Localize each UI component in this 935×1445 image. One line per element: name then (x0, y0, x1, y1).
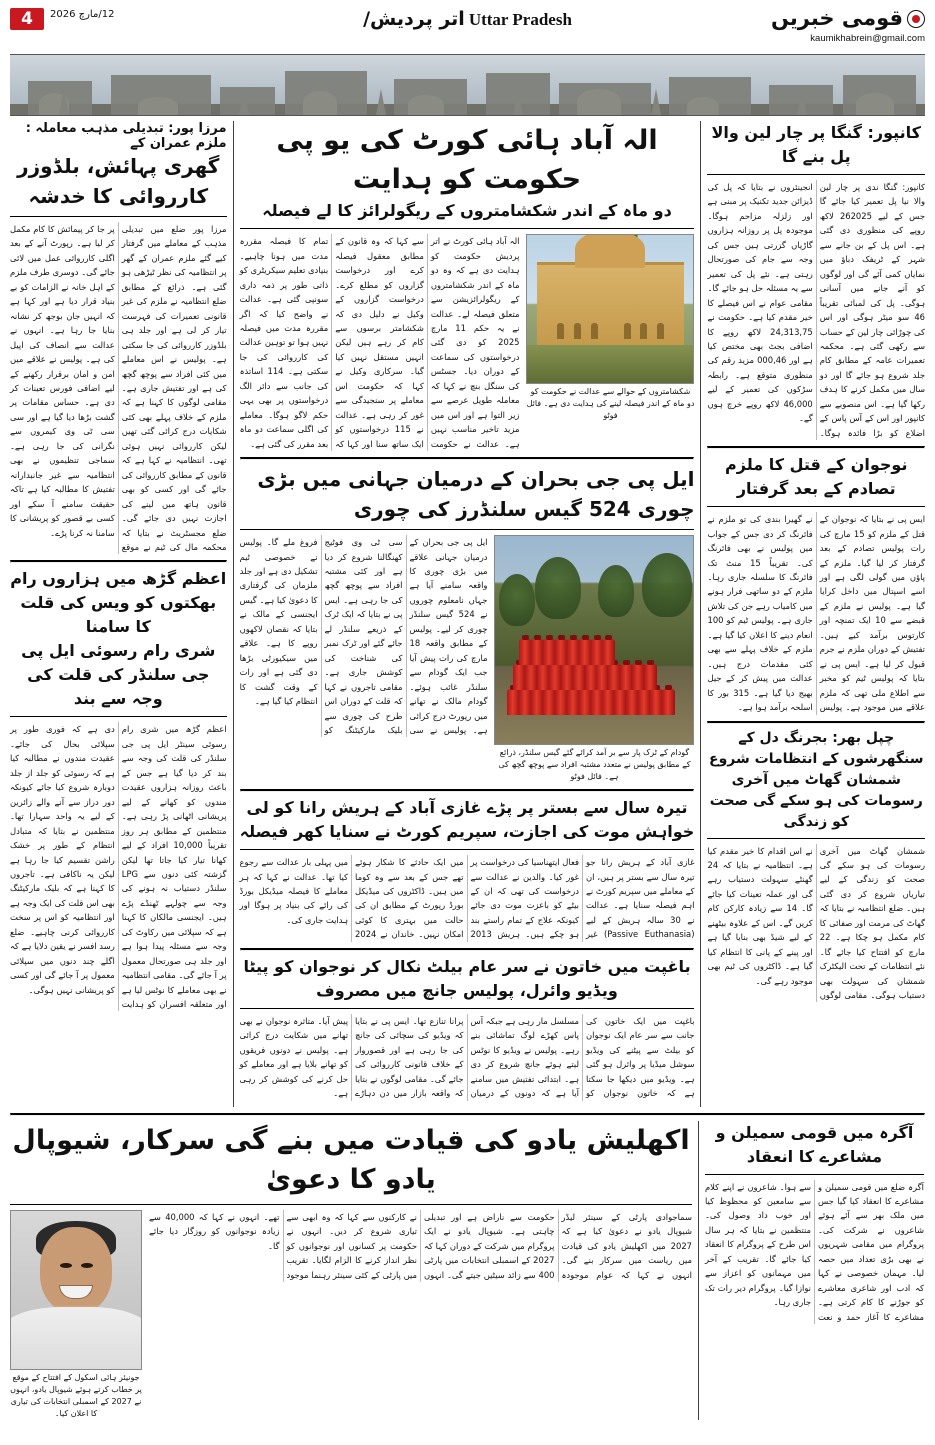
article-ghat-body: شمشان گھاٹ میں آخری رسومات کی ہو سکے گی صحت کو زندگی کے لیے تیاریاں شروع کر دی گئی ہیں۔ ضلع انتظامیہ نے بتایا کہ گھاٹ کی مرمت اور صفائی کا کام مکمل ہو چکا ہے۔ 22 مارچ کو افتتاح کیا جائے گا۔ نئے انتظامات کے تحت الیکٹرک شمشان کی سہولت بھی دستیاب ہوگی۔ مقامی لوگوں نے اس اقدام کا خیر مقدم کیا ہے۔ انتظامیہ نے بتایا کہ 24 گھنٹے سہولت دستیاب رہے گی اور عملہ تعینات کیا جائے گا۔ 14 سے زیادہ کارکن کام کریں گے۔ اس کے علاوہ بیٹھنے کے لیے شیڈ بھی بنایا گیا ہے اور پینے کے پانی کا انتظام کیا گیا ہے۔ ڈاکٹروں کی ٹیم بھی موجود رہے گی۔ (707, 845, 926, 1001)
left-column (10, 121, 227, 1107)
bottom-strip (10, 1121, 925, 1420)
article-kanpur-bridge (707, 121, 925, 440)
section-title (363, 8, 572, 30)
gas-cylinders-photo (494, 535, 694, 745)
circle-logo-icon (907, 10, 925, 28)
article-akhilesh-headline: اکھلیش یادو کی قیادت میں بنے گی سرکار، شیوپال یادو کا دعویٰ (12, 1124, 690, 1195)
article-baghpat (240, 955, 695, 1101)
article-azamgarh-lpg (10, 567, 227, 1011)
article-highcourt (240, 121, 695, 451)
article-akhilesh-body-right: سماجوادی پارٹی کے سینئر لیڈر شیوپال یادو نے دعویٰ کیا ہے کہ 2027 میں اکھلیش یادو کی قیادت میں ریاست میں سرکار بنے گی۔ انہوں نے کہا کہ عوام موجودہ حکومت سے ناراض ہے اور تبدیلی چاہتی ہے۔ شیوپال یادو نے ایک پروگرام میں شرکت کے دوران کہا کہ 2027 کے اسمبلی انتخابات میں پارٹی 400 سے زائد سیٹیں جیتے گی۔ انہوں نے کارکنوں سے کہا کہ وہ ابھی سے تیاری شروع کر دیں۔ انہوں نے حکومت پر کسانوں اور نوجوانوں کو نظر انداز کرنے کا الزام لگایا۔ تقریب میں پارٹی کے کئی سینئر رہنما موجود تھے۔ انہوں نے کہا کہ 40,000 سے زیادہ نوجوانوں کو روزگار دیا جائے گا۔ (149, 1211, 692, 1280)
article-murder-arrest-body: ایس پی نے بتایا کہ نوجوان کے قتل کے ملزم کو 15 مارچ کی رات پولیس تصادم کے بعد گرفتار کر لیا گیا۔ ملزم کے پاؤں میں گولی لگی ہے اور اسے اسپتال میں داخل کرایا گیا ہے۔ پولیس نے ملزم کے قبضے سے 10 ایک تمنچہ اور کارتوس برآمد کیے ہیں۔ تفتیش کے دوران ملزم نے جرم قبول کر لیا ہے۔ ایس پی نے بتایا کہ پولیس ٹیم کو مخبر سے اطلاع ملی تھی کہ ملزم علاقے میں موجود ہے۔ پولیس نے گھیرا بندی کی تو ملزم نے فائرنگ کر دی جس کے جواب میں پولیس نے بھی فائرنگ کی۔ تقریباً 15 منٹ تک فائرنگ کا سلسلہ جاری رہا۔ ملزم کے دو ساتھی فرار ہونے میں کامیاب رہے جن کی تلاش جاری ہے۔ پولیس ٹیم کو 100 انعام دینے کا اعلان کیا گیا ہے۔ ملزم کے خلاف پہلے سے بھی کئی مقدمات درج ہیں۔ عدالت میں پیش کر کے جیل بھیج دیا گیا ہے۔ 315 بور کا اسلحہ برآمد ہوا ہے۔ (707, 514, 926, 713)
column-divider-2 (700, 121, 701, 1107)
article-baghpat-headline-1: باغپت میں خاتون نے سر عام بیلٹ نکال کر نوجوان کو پیٹا (243, 956, 691, 976)
article-euthanasia (240, 796, 695, 942)
publication-name: قومی خبریں (770, 6, 903, 30)
masthead-left (10, 8, 114, 30)
contact-email: kaumikhabrein@gmail.com (810, 33, 925, 44)
section-title-urdu: اتر پردیش/ (363, 8, 465, 30)
column-divider-3 (698, 1121, 699, 1420)
allahabad-high-court-photo (526, 234, 694, 384)
article-euthanasia-headline-2: خواہش موت کی اجازت، سپریم کورٹ نے سنایا کھر فیصلہ (239, 822, 695, 842)
article-murder-arrest-headline: نوجوان کے قتل کا ملزم تصادم کے بعد گرفتار (725, 455, 908, 499)
article-euthanasia-body: غازی آباد کے ہریش رانا جو تیرہ سال سے بستر پر ہیں، ان کے معاملے میں سپریم کورٹ نے اہم فیصلہ سنایا ہے۔ عدالت نے 30 سالہ ہریش کے لیے (Passive Euthanasia) غیر فعال ایتھناسیا کی درخواست پر غور کیا۔ والدین نے عدالت سے درخواست کی تھی کہ ان کے بیٹے کو باعزت موت دی جائے کیونکہ علاج کے تمام راستے بند ہو چکے ہیں۔ ہریش 2013 میں ایک حادثے کا شکار ہوئے تھے جس کے بعد سے وہ کوما میں ہیں۔ ڈاکٹروں کی میڈیکل بورڈ رپورٹ کے مطابق ان کی حالت میں بہتری کا کوئی امکان نہیں۔ خاندان نے 2024 میں پہلی بار عدالت سے رجوع کیا تھا۔ عدالت نے کہا کہ ہر معاملے کا فیصلہ میڈیکل بورڈ کی رائے کی بنیاد پر ہوگا اور ہدایت جاری کی۔ (239, 857, 695, 940)
article-gas-theft-body: ایل پی جی بحران کے درمیان جہانی علاقے میں بڑی چوری کا واقعہ سامنے آیا ہے جہاں نامعلوم چوروں نے 524 گیس سلنڈر چوری کر لیے۔ پولیس کے مطابق واقعہ 18 مارچ کی رات پیش آیا جب ایک گودام سے سلنڈر غائب ہوئے۔ گودام مالک نے تھانے میں رپورٹ درج کرائی ہے۔ پولیس نے سی سی ٹی وی فوٹیج کھنگالنا شروع کر دیا ہے اور کئی مشتبہ افراد سے پوچھ گچھ کی جا رہی ہے۔ ایس پی نے بتایا کہ ایک ٹرک کے ذریعے سلنڈر لے جائے گئے اور ٹرک نمبر کی شناخت کی کوشش جاری ہے۔ مقامی تاجروں نے کہا کہ قلت کے دوران اس طرح کی چوری سے بلیک مارکیٹنگ کو فروغ ملے گا۔ پولیس نے خصوصی ٹیم تشکیل دی ہے اور جلد ملزمان کی گرفتاری کا دعویٰ کیا ہے۔ گیس ایجنسی کے مالک نے بتایا کہ نقصان لاکھوں روپے کا ہے۔ علاقے میں سیکیورٹی بڑھا دی گئی ہے اور رات کے وقت گشت کا انتظام کیا گیا ہے۔ (239, 537, 488, 735)
article-murder-arrest (707, 453, 925, 714)
page-body (10, 121, 925, 1107)
masthead (10, 8, 925, 50)
article-mirzapur-headline: گھری پہائش، بلڈوزر کارروائی کا خدشہ (17, 154, 220, 208)
article-baghpat-body: باغپت میں ایک خاتون کی جانب سے سر عام ایک نوجوان کو بیلٹ سے پیٹنے کی ویڈیو سوشل میڈیا پر وائرل ہو گئی ہے۔ ویڈیو میں دیکھا جا سکتا ہے کہ خاتون نوجوان کو مسلسل مار رہی ہے جبکہ آس پاس کھڑے لوگ تماشائی بنے رہے۔ پولیس نے ویڈیو کا نوٹس لیتے ہوئے جانچ شروع کر دی ہے۔ ابتدائی تفتیش میں سامنے آیا ہے کہ دونوں کے درمیان پرانا تنازع تھا۔ ایس پی نے بتایا کہ ویڈیو کی سچائی کی جانچ کی جا رہی ہے اور قصوروار کے خلاف قانونی کارروائی کی جائے گی۔ مقامی لوگوں نے بتایا کہ واقعہ بازار میں دن دہاڑے پیش آیا۔ متاثرہ نوجوان نے بھی تھانے میں شکایت درج کرائی ہے۔ پولیس نے دونوں فریقوں کو تھانے بلایا ہے اور معاملے کو حل کرنے کی کوشش کر رہی ہے۔ (239, 1015, 695, 1099)
article-agra-mushaira (705, 1121, 924, 1420)
article-azamgarh-body: اعظم گڑھ میں شری رام رسوئی سینٹر ایل پی جی سلنڈر کی قلت کی وجہ سے بند کر دیا گیا ہے جس کے باعث روزانہ ہزاروں عقیدت مندوں کو کھانے کے لیے پریشانی اٹھانی پڑ رہی ہے۔ منتظمین کے مطابق ہر روز تقریباً 10,000 افراد کے لیے کھانا تیار کیا جاتا تھا لیکن گزشتہ کئی دنوں سے LPG سلنڈر دستیاب نہ ہونے کی وجہ سے چولہے ٹھنڈے پڑے ہیں۔ ایجنسی مالکان کا کہنا ہے کہ سپلائی میں رکاوٹ کی وجہ سے مسئلہ پیدا ہوا ہے اور جلد ہی صورتحال معمول پر آ جائے گی۔ مقامی انتظامیہ نے بھی معاملے کا نوٹس لیا ہے اور متعلقہ افسران کو ہدایت دی ہے کہ فوری طور پر سپلائی بحال کی جائے۔ عقیدت مندوں نے مطالبہ کیا ہے کہ رسوئی کو جلد از جلد دوبارہ شروع کیا جائے کیونکہ دور دراز سے آنے والے زائرین کے لیے یہ واحد سہارا تھا۔ منتظمین نے بتایا کہ متبادل انتظام کے طور پر خشک راشن تقسیم کیا جا رہا ہے لیکن یہ ناکافی ہے۔ تاجروں کا کہنا ہے کہ بلیک مارکیٹنگ بھی اس قلت کی ایک وجہ ہے اور انتظامیہ کو اس پر سخت کارروائی کرنی چاہیے۔ ضلع رسد افسر نے یقین دلایا ہے کہ اگلے چند دنوں میں سپلائی معمول پر آ جائے گی اور کسی کو پریشانی نہیں ہوگی۔ (10, 724, 227, 1010)
article-agra-headline: آگرہ میں قومی سمیلن و مشاعرے کا انعقاد (715, 1122, 914, 1166)
article-highcourt-subheadline: دو ماہ کے اندر شکشامتروں کے ریگولرائز کا لے فیصلہ (262, 201, 672, 221)
article-akhilesh-photo-caption: جونیئر ہائی اسکول کے افتتاح کے موقع پر خطاب کرتے ہوئے شیوپال یادو، انہوں نے 2027 کے اسمبلی انتخابات کی تیاری کا اعلان کیا۔ (10, 1372, 142, 1418)
shivpal-yadav-photo (10, 1210, 142, 1370)
article-azamgarh-headline-2: شری رام رسوئی ایل پی جی سلنڈر کی قلت کی وجہ سے بند (21, 641, 216, 709)
article-mirzapur-kicker: مرزا پور: تبدیلی مذہب معاملہ : ملزم عمران کے (25, 121, 227, 151)
publication-name-wrap (771, 8, 925, 29)
article-akhilesh-photo-wrap (10, 1210, 142, 1420)
right-column (707, 121, 925, 1107)
article-gas-photo-wrap (494, 535, 694, 783)
article-highcourt-photo-wrap (526, 234, 694, 451)
skyline-banner-image (10, 54, 925, 116)
center-column (240, 121, 695, 1107)
article-ghat-headline-1: چپل بھر: بجرنگ دل کے سنگھرشوں کے انتظامات شروع (709, 729, 924, 767)
bottom-divider (10, 1113, 925, 1116)
article-euthanasia-headline-1: تیرہ سال سے بستر پر پڑے غازی آباد کے ہریش رانا کو لی (246, 798, 688, 818)
article-agra-body: آگرہ ضلع میں قومی سمیلن و مشاعرے کا انعقاد کیا گیا جس میں ملک بھر سے آئے ہوئے شاعروں نے شرکت کی۔ پروگرام میں مقامی شہریوں نے بھی بڑی تعداد میں حصہ لیا۔ مہمان خصوصی نے کہا کہ ادب اور شاعری معاشرے کو جوڑنے کا کام کرتی ہے۔ مشاعرے کا آغاز حمد و نعت سے ہوا۔ شاعروں نے اپنے کلام سے سامعین کو محظوظ کیا اور خوب داد وصول کی۔ منتظمین نے بتایا کہ ہر سال اس طرح کے پروگرام کا انعقاد کیا جائے گا۔ تقریب کے آخر میں مہمانوں کو اعزاز سے نوازا گیا۔ پروگرام دیر رات تک جاری رہا۔ (705, 1181, 924, 1322)
article-highcourt-body: الہ آباد ہائی کورٹ نے اتر پردیش حکومت کو ہدایت دی ہے کہ وہ دو ماہ کے اندر شکشامتروں کے ریگولرائزیشن سے متعلق فیصلہ لے۔ عدالت نے یہ حکم 11 مارچ 2025 کو دی گئی درخواستوں کی سماعت کے دوران دیا۔ جسٹس کی سنگل بنچ نے کہا کہ معاملہ طویل عرصے سے زیر التوا ہے اور اس میں مزید تاخیر مناسب نہیں ہے۔ عدالت نے حکومت سے کہا کہ وہ قانون کے مطابق معقول فیصلہ کرے اور درخواست گزاروں کو مطلع کرے۔ درخواست گزاروں کے وکیل نے دلیل دی کہ شکشامتر برسوں سے کام کر رہے ہیں لیکن انہیں مستقل نہیں کیا گیا۔ سرکاری وکیل نے کہا کہ حکومت اس معاملے پر سنجیدگی سے غور کر رہی ہے۔ عدالت نے 115 درخواستوں کو ایک ساتھ سنا اور کہا کہ تمام کا فیصلہ مقررہ مدت میں ہونا چاہیے۔ بنیادی تعلیم سیکریٹری کو ذاتی طور پر ذمہ داری سونپی گئی ہے۔ عدالت نے واضح کیا کہ اگر مقررہ مدت میں فیصلہ نہیں ہوا تو توہین عدالت کی کارروائی کی جا سکتی ہے۔ 114 اساتذہ کی جانب سے دائر الگ درخواستوں پر بھی یہی حکم لاگو ہوگا۔ معاملے کی اگلی سماعت دو ماہ بعد مقرر کی گئی ہے۔ (239, 236, 520, 449)
section-title-english: Uttar Pradesh (468, 10, 572, 29)
article-azamgarh-headline-1: اعظم گڑھ میں ہزاروں رام بھکتوں کو ویس کی قلت کا سامنا (10, 569, 227, 637)
article-gas-photo-caption: گودام کے ٹرک پار سے بر آمد کرائے گئے گیس سلنڈر، ذرائع کے مطابق پولیس نے متعدد مشتبہ افراد سے پوچھ گچھ کی ہے۔ فائل فوٹو (498, 748, 691, 782)
article-highcourt-headline: الہ آباد ہائی کورٹ کی یو پی حکومت کو ہدایت (276, 125, 658, 196)
masthead-right (771, 8, 925, 44)
article-gas-theft-headline: ایل پی جی بحران کے درمیان جہانی میں بڑی چوری 524 گیس سلنڈرز کی چوری (257, 467, 695, 522)
article-ghat-headline-2: شمشان گھاٹ میں آخری رسومات کی ہو سکے گی صحت کو زندگی (709, 771, 923, 830)
column-divider-1 (233, 121, 234, 1107)
article-baghpat-headline-2: ویڈیو وائرل، پولیس جانچ میں مصروف (316, 980, 618, 1000)
article-akhilesh (10, 1121, 692, 1420)
article-cremation-ghat (707, 728, 925, 1003)
issue-date: 12/مارچ 2026 (50, 9, 115, 20)
article-kanpur-body: کانپور: گنگا ندی پر چار لین والا نیا پل تعمیر کیا جائے گا جس کے لیے 262025 لاکھ روپے کی منظوری دی گئی ہے۔ اس پل کے بن جانے سے شہر کے ٹریفک دباؤ میں نمایاں کمی آئے گی اور لوگوں کو آنے جانے میں آسانی ہوگی۔ پل کی لمبائی تقریباً 46 سو میٹر ہوگی اور اس کی چوڑائی چار لین کے حساب سے رکھی گئی ہے۔ محکمہ تعمیرات عامہ کے مطابق کام جلد شروع ہو جائے گا اور دو سال میں مکمل کرنے کا ہدف رکھا گیا ہے۔ اس منصوبے سے کانپور اور اس کے آس پاس کے اضلاع کو بڑا فائدہ ہوگا۔ انجینئروں نے بتایا کہ پل کی ڈیزائن جدید تکنیک پر مبنی ہے اور زلزلہ مزاحم ہوگا۔ موجودہ پل پر روزانہ ہزاروں گاڑیاں گزرتی ہیں جس کی وجہ سے جام کی صورتحال رہتی ہے۔ نئے پل کی تعمیر سے یہ مسئلہ حل ہو جائے گا۔ مقامی عوام نے اس فیصلے کا خیر مقدم کیا ہے۔ حکومت نے 24,313,75 لاکھ روپے کا اضافی بجٹ بھی مختص کیا ہے اور 000,46 مزید رقم کی منظوری متوقع ہے۔ رابطہ سڑکوں کی تعمیر کے لیے 46,000 لاکھ روپے خرچ ہوں گے۔ (707, 182, 926, 438)
article-kanpur-headline: کانپور: گنگا پر چار لین والا پل بنے گا (711, 123, 921, 166)
page-number-badge: 4 (10, 8, 44, 30)
article-gas-theft (240, 464, 695, 783)
article-highcourt-photo-caption: شکشامتروں کے حوالے سے عدالت نے حکومت کو دو ماہ کے اندر فیصلہ لینے کی ہدایت دی ہے۔ فائل فوٹو (526, 387, 695, 421)
article-mirzapur-body: مرزا پور ضلع میں تبدیلی مذہب کے معاملے میں گرفتار کیے گئے ملزم عمران کے گھر پر انتظامیہ کی نظر ٹیڑھی ہو گئی ہے۔ ذرائع کے مطابق ضلع انتظامیہ نے ملزم کی غیر قانونی تعمیرات کی فہرست تیار کر لی ہے اور جلد ہی بلڈوزر کارروائی کی جا سکتی ہے۔ پولیس نے اس معاملے میں کئی افراد سے پوچھ گچھ کی ہے اور تفتیش جاری ہے۔ مقامی لوگوں کا کہنا ہے کہ ملزم کے خلاف پہلے بھی کئی شکایات درج کرائی گئی تھیں لیکن کارروائی نہیں ہوئی تھی۔ انتظامیہ نے کہا ہے کہ قانون کے مطابق کارروائی کی جائے گی اور کسی کو بھی قانون ہاتھ میں لینے کی اجازت نہیں دی جائے گی۔ ضلع مجسٹریٹ نے بتایا کہ محکمہ مال کی ٹیم نے موقع پر جا کر پیمائش کا کام مکمل کر لیا ہے۔ رپورٹ آنے کے بعد اگلی کارروائی عمل میں لائی جائے گی۔ دوسری طرف ملزم کے اہل خانہ نے الزامات کو بے بنیاد قرار دیا ہے اور کہا ہے کہ انہیں جان بوجھ کر نشانہ بنایا جا رہا ہے۔ انہوں نے عدالت سے انصاف کی اپیل کی ہے۔ پولیس نے علاقے میں امن و امان برقرار رکھنے کے لیے اضافی فورس تعینات کر دی ہے۔ حساس مقامات پر گشت بڑھا دیا گیا ہے اور سی سی ٹی وی کیمروں سے نگرانی کی جا رہی ہے۔ سماجی تنظیموں نے بھی انتظامیہ سے غیر جانبدارانہ تفتیش کا مطالبہ کیا ہے تاکہ حقیقت سامنے آ سکے اور کسی بے قصور کو پریشانی کا سامنا نہ کرنا پڑے۔ (10, 224, 227, 552)
article-mirzapur (10, 121, 227, 554)
